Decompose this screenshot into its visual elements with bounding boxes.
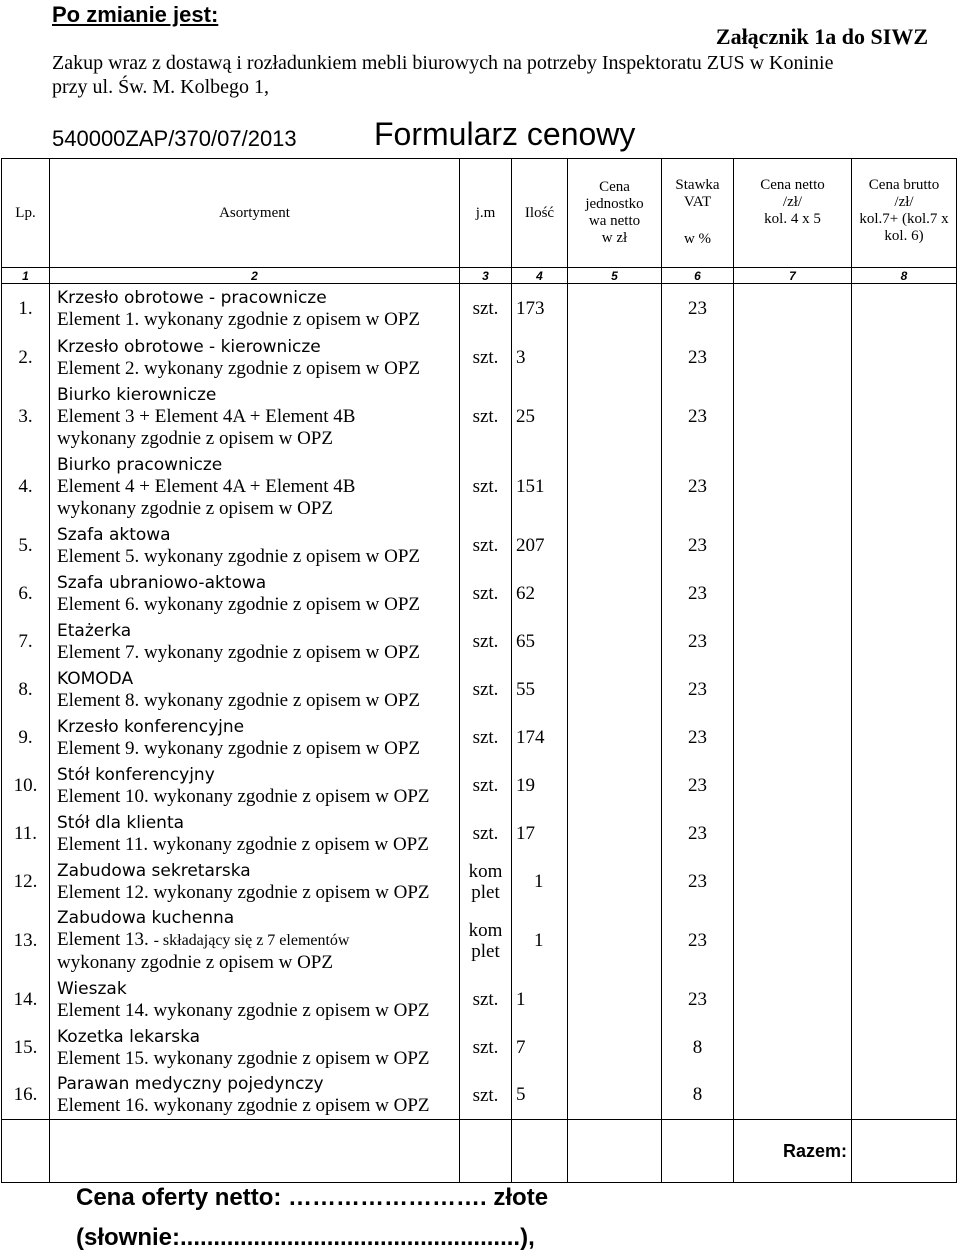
item-unit-cell (460, 1072, 512, 1120)
item-unit: szt. (472, 823, 499, 844)
item-unit: plet (471, 940, 500, 962)
item-unit: szt. (472, 727, 499, 748)
item-net-price[interactable] (734, 906, 852, 976)
item-unit-cell (460, 762, 512, 810)
item-unit: szt. (472, 679, 499, 700)
col-header-vat (662, 159, 734, 268)
table-row (2, 334, 957, 382)
item-unit-cell (460, 666, 512, 714)
item-unit-cell (460, 618, 512, 666)
item-quantity: 55 (512, 666, 568, 714)
item-gross-price[interactable] (852, 976, 957, 1024)
subject-line-1: Zakup wraz z dostawą i rozładunkiem mebli biurowych na potrzeby Inspektoratu ZUS w Koninie (52, 52, 834, 74)
reference-number: 540000ZAP/370/07/2013 (52, 126, 297, 151)
item-unit: szt. (472, 1084, 499, 1106)
col-header-gross-line: kol.7+ (kol.7 x (859, 211, 949, 227)
item-name: Biurko kierownicze (57, 384, 217, 405)
item-unit: szt. (472, 631, 499, 652)
item-unit: szt. (472, 347, 499, 368)
item-name: Stół dla klienta (57, 812, 185, 833)
item-desc: Element 12. wykonany zgodnie z opisem w OPZ (57, 881, 430, 903)
offer-words-end: ), (520, 1224, 535, 1251)
item-unit-price[interactable] (568, 618, 662, 666)
item-description-cell (50, 334, 460, 382)
item-net-price[interactable] (734, 618, 852, 666)
item-quantity: 17 (512, 810, 568, 858)
item-description-cell (50, 906, 460, 976)
item-unit-cell (460, 1024, 512, 1072)
item-unit-cell (460, 714, 512, 762)
table-row (2, 570, 957, 618)
item-name: Stół konferencyjny (57, 764, 215, 785)
item-net-price[interactable] (734, 762, 852, 810)
item-vat: 23 (662, 522, 734, 570)
item-unit-price[interactable] (568, 522, 662, 570)
item-vat: 23 (662, 334, 734, 382)
item-lp: 13. (2, 906, 50, 976)
item-lp: 1. (2, 284, 50, 334)
item-quantity: 7 (512, 1024, 568, 1072)
form-title: Formularz cenowy (374, 116, 636, 152)
item-desc: Element 8. wykonany zgodnie z opisem w OPZ (57, 689, 421, 711)
item-gross-price[interactable] (852, 906, 957, 976)
table-row (2, 284, 957, 334)
item-desc: Element 5. wykonany zgodnie z opisem w OPZ (57, 545, 421, 567)
item-net-price[interactable] (734, 1024, 852, 1072)
item-gross-price[interactable] (852, 570, 957, 618)
item-gross-price[interactable] (852, 522, 957, 570)
item-unit: szt. (472, 989, 499, 1010)
item-gross-price[interactable] (852, 334, 957, 382)
item-desc: Element 4 + Element 4A + Element 4B (57, 475, 356, 497)
item-unit: szt. (472, 775, 499, 796)
item-desc: Element 14. wykonany zgodnie z opisem w OPZ (57, 999, 430, 1021)
col-header-vat-line: VAT (683, 194, 712, 210)
item-gross-price[interactable] (852, 382, 957, 452)
item-description-cell (50, 810, 460, 858)
item-vat: 23 (662, 284, 734, 334)
item-net-price[interactable] (734, 334, 852, 382)
col-header-vat-line: Stawka (675, 177, 720, 193)
total-cell (662, 1120, 734, 1183)
item-vat: 23 (662, 570, 734, 618)
total-cell (2, 1120, 50, 1183)
total-cell (50, 1120, 460, 1183)
item-unit: szt. (472, 583, 499, 604)
item-unit-price[interactable] (568, 382, 662, 452)
item-desc: Element 15. wykonany zgodnie z opisem w OPZ (57, 1047, 430, 1069)
item-unit: szt. (472, 535, 499, 556)
item-lp: 7. (2, 618, 50, 666)
item-name: Szafa ubraniowo-aktowa (57, 572, 267, 593)
item-unit-price[interactable] (568, 1072, 662, 1120)
item-desc: wykonany zgodnie z opisem w OPZ (57, 497, 333, 519)
item-gross-price[interactable] (852, 284, 957, 334)
item-name: Parawan medyczny pojedynczy (57, 1074, 324, 1095)
col-header-vat-line: w % (683, 231, 712, 247)
item-unit-price[interactable] (568, 762, 662, 810)
item-quantity: 1 (512, 976, 568, 1024)
item-net-price[interactable] (734, 522, 852, 570)
item-desc-note: - składający się z 7 elementów (153, 932, 350, 949)
offer-words-dots[interactable]: ................................................... (180, 1224, 521, 1251)
col-header-gross-line: kol. 6) (884, 228, 924, 244)
attachment-label: Załącznik 1a do SIWZ (715, 24, 928, 49)
price-table (1, 158, 957, 1183)
offer-net-label: Cena oferty netto: (76, 1184, 282, 1211)
table-body (2, 284, 957, 1183)
item-description-cell (50, 284, 460, 334)
item-lp: 2. (2, 334, 50, 382)
item-gross-price[interactable] (852, 1072, 957, 1120)
item-description-cell (50, 1024, 460, 1072)
item-vat: 23 (662, 666, 734, 714)
item-quantity: 5 (512, 1072, 568, 1120)
table-row (2, 762, 957, 810)
item-desc: Element 13. - składający się z 7 elementów (57, 929, 350, 950)
item-vat: 23 (662, 452, 734, 522)
item-unit-cell (460, 810, 512, 858)
col-header-unit-price-line: Cena (599, 179, 630, 195)
item-description-cell (50, 618, 460, 666)
item-net-price[interactable] (734, 284, 852, 334)
item-net-price[interactable] (734, 714, 852, 762)
table-row (2, 810, 957, 858)
item-name: Wieszak (57, 978, 127, 999)
table-row (2, 382, 957, 452)
item-description-cell (50, 666, 460, 714)
item-name: Krzesło obrotowe - pracownicze (57, 287, 327, 308)
item-net-price[interactable] (734, 810, 852, 858)
table-row (2, 666, 957, 714)
item-description-cell (50, 762, 460, 810)
item-description-cell (50, 976, 460, 1024)
item-vat: 23 (662, 906, 734, 976)
item-name: Biurko pracownicze (57, 454, 223, 475)
item-lp: 10. (2, 762, 50, 810)
table-row (2, 906, 957, 976)
column-number-row (2, 268, 957, 284)
total-cell (460, 1120, 512, 1183)
item-unit-cell (460, 284, 512, 334)
column-number: 5 (568, 268, 662, 284)
item-quantity: 207 (512, 522, 568, 570)
item-lp: 4. (2, 452, 50, 522)
total-label: Razem: (734, 1120, 852, 1183)
item-gross-price[interactable] (852, 666, 957, 714)
item-quantity: 173 (512, 284, 568, 334)
item-unit-price[interactable] (568, 976, 662, 1024)
column-number: 2 (50, 268, 460, 284)
item-unit-price[interactable] (568, 906, 662, 976)
item-name: Etażerka (57, 620, 132, 641)
item-lp: 9. (2, 714, 50, 762)
item-description-cell (50, 858, 460, 906)
item-lp: 5. (2, 522, 50, 570)
item-unit: kom (468, 860, 503, 882)
item-quantity: 174 (512, 714, 568, 762)
item-description-cell (50, 522, 460, 570)
item-vat: 23 (662, 810, 734, 858)
item-vat: 23 (662, 976, 734, 1024)
col-header-unit-price (568, 159, 662, 268)
item-desc: Element 3 + Element 4A + Element 4B (57, 405, 356, 427)
item-unit: szt. (472, 298, 499, 320)
item-desc: wykonany zgodnie z opisem w OPZ (57, 952, 333, 973)
table-row (2, 522, 957, 570)
item-gross-price[interactable] (852, 810, 957, 858)
col-header-gross-price (852, 159, 957, 268)
item-quantity: 25 (512, 382, 568, 452)
item-description-cell (50, 1072, 460, 1120)
item-quantity: 151 (512, 452, 568, 522)
item-vat: 8 (662, 1072, 734, 1120)
item-quantity: 3 (512, 334, 568, 382)
item-lp: 14. (2, 976, 50, 1024)
item-desc: Element 9. wykonany zgodnie z opisem w OPZ (57, 737, 421, 759)
item-unit: szt. (472, 1037, 499, 1058)
item-unit-price[interactable] (568, 284, 662, 334)
item-unit-cell (460, 906, 512, 976)
item-net-price[interactable] (734, 382, 852, 452)
item-name: Kozetka lekarska (57, 1026, 201, 1047)
item-unit-price[interactable] (568, 666, 662, 714)
item-quantity: 1 (512, 906, 568, 976)
col-header-unit-price-line: w zł (601, 230, 628, 246)
item-name: Zabudowa kuchenna (57, 908, 235, 928)
item-gross-price[interactable] (852, 1024, 957, 1072)
item-unit-cell (460, 452, 512, 522)
table-row (2, 858, 957, 906)
offer-net-line (76, 1184, 548, 1212)
item-description-cell (50, 382, 460, 452)
col-header-net-line: kol. 4 x 5 (764, 211, 821, 227)
offer-words-label: (słownie: (76, 1224, 181, 1251)
item-unit-price[interactable] (568, 714, 662, 762)
offer-net-unit: złote (493, 1184, 549, 1211)
column-number: 8 (852, 268, 957, 284)
item-lp: 6. (2, 570, 50, 618)
col-header-net-line: Cena netto (760, 177, 825, 193)
item-unit-cell (460, 858, 512, 906)
item-name: Zabudowa sekretarska (57, 860, 251, 881)
item-unit: plet (471, 881, 500, 903)
table-row (2, 714, 957, 762)
item-vat: 8 (662, 1024, 734, 1072)
item-name: Krzesło obrotowe - kierownicze (57, 336, 321, 357)
col-header-jm: j.m (460, 159, 512, 268)
item-vat: 23 (662, 714, 734, 762)
item-unit-price[interactable] (568, 334, 662, 382)
item-net-price[interactable] (734, 570, 852, 618)
item-vat: 23 (662, 618, 734, 666)
item-gross-price[interactable] (852, 858, 957, 906)
item-desc: Element 2. wykonany zgodnie z opisem w OPZ (57, 357, 421, 379)
item-vat: 23 (662, 382, 734, 452)
item-unit-cell (460, 334, 512, 382)
item-description-cell (50, 452, 460, 522)
col-header-gross-line: /zł/ (894, 194, 914, 210)
total-row (2, 1120, 957, 1183)
offer-words-line (76, 1224, 535, 1252)
column-number: 1 (2, 268, 50, 284)
item-unit: szt. (472, 476, 499, 497)
item-unit-price[interactable] (568, 570, 662, 618)
item-net-price[interactable] (734, 666, 852, 714)
item-unit-cell (460, 570, 512, 618)
item-description-cell (50, 714, 460, 762)
item-net-price[interactable] (734, 976, 852, 1024)
item-vat: 23 (662, 858, 734, 906)
item-desc: Element 1. wykonany zgodnie z opisem w OPZ (57, 308, 421, 330)
col-header-unit-price-line: jednostko (585, 196, 644, 212)
item-net-price[interactable] (734, 858, 852, 906)
item-lp: 12. (2, 858, 50, 906)
subject-line-2: przy ul. Św. M. Kolbego 1, (52, 76, 270, 98)
col-header-lp: Lp. (2, 159, 50, 268)
column-number: 3 (460, 268, 512, 284)
total-gross-value[interactable] (852, 1120, 957, 1183)
item-desc: Element 10. wykonany zgodnie z opisem w OPZ (57, 785, 430, 807)
item-unit-cell (460, 976, 512, 1024)
total-cell (568, 1120, 662, 1183)
item-desc: Element 16. wykonany zgodnie z opisem w OPZ (57, 1095, 430, 1117)
item-unit: szt. (472, 406, 499, 427)
item-description-cell (50, 570, 460, 618)
table-row (2, 1024, 957, 1072)
item-unit-cell (460, 522, 512, 570)
table-row (2, 1072, 957, 1120)
item-net-price[interactable] (734, 452, 852, 522)
column-number: 7 (734, 268, 852, 284)
item-lp: 11. (2, 810, 50, 858)
col-header-asortyment: Asortyment (50, 159, 460, 268)
item-desc: Element 6. wykonany zgodnie z opisem w OPZ (57, 593, 421, 615)
total-cell (512, 1120, 568, 1183)
item-unit-price[interactable] (568, 452, 662, 522)
item-gross-price[interactable] (852, 714, 957, 762)
item-unit-price[interactable] (568, 858, 662, 906)
col-header-net-price (734, 159, 852, 268)
column-number: 6 (662, 268, 734, 284)
item-unit-price[interactable] (568, 810, 662, 858)
item-lp: 16. (2, 1072, 50, 1120)
notice-heading: Po zmianie jest: (52, 2, 219, 27)
item-unit: kom (468, 919, 503, 941)
column-number: 4 (512, 268, 568, 284)
item-gross-price[interactable] (852, 618, 957, 666)
item-name: Szafa aktowa (57, 524, 171, 545)
item-name: Krzesło konferencyjne (57, 716, 245, 737)
item-vat: 23 (662, 762, 734, 810)
col-header-gross-line: Cena brutto (868, 177, 940, 193)
header-row (2, 159, 957, 268)
item-desc: Element 7. wykonany zgodnie z opisem w OPZ (57, 641, 421, 663)
item-quantity: 62 (512, 570, 568, 618)
item-desc: wykonany zgodnie z opisem w OPZ (57, 427, 333, 449)
col-header-ilosc: Ilość (512, 159, 568, 268)
item-quantity: 65 (512, 618, 568, 666)
col-header-unit-price-line: wa netto (588, 213, 641, 229)
item-lp: 3. (2, 382, 50, 452)
table-row (2, 618, 957, 666)
item-quantity: 19 (512, 762, 568, 810)
item-quantity: 1 (512, 858, 568, 906)
table-row (2, 976, 957, 1024)
offer-net-dots[interactable]: ……………………. (281, 1184, 494, 1211)
item-unit-cell (460, 382, 512, 452)
col-header-net-line: /zł/ (782, 194, 803, 210)
table-row (2, 452, 957, 522)
item-gross-price[interactable] (852, 452, 957, 522)
item-net-price[interactable] (734, 1072, 852, 1120)
item-desc: Element 11. wykonany zgodnie z opisem w OPZ (57, 833, 429, 855)
item-lp: 8. (2, 666, 50, 714)
item-name: KOMODA (57, 668, 134, 689)
item-unit-price[interactable] (568, 1024, 662, 1072)
item-gross-price[interactable] (852, 762, 957, 810)
item-lp: 15. (2, 1024, 50, 1072)
